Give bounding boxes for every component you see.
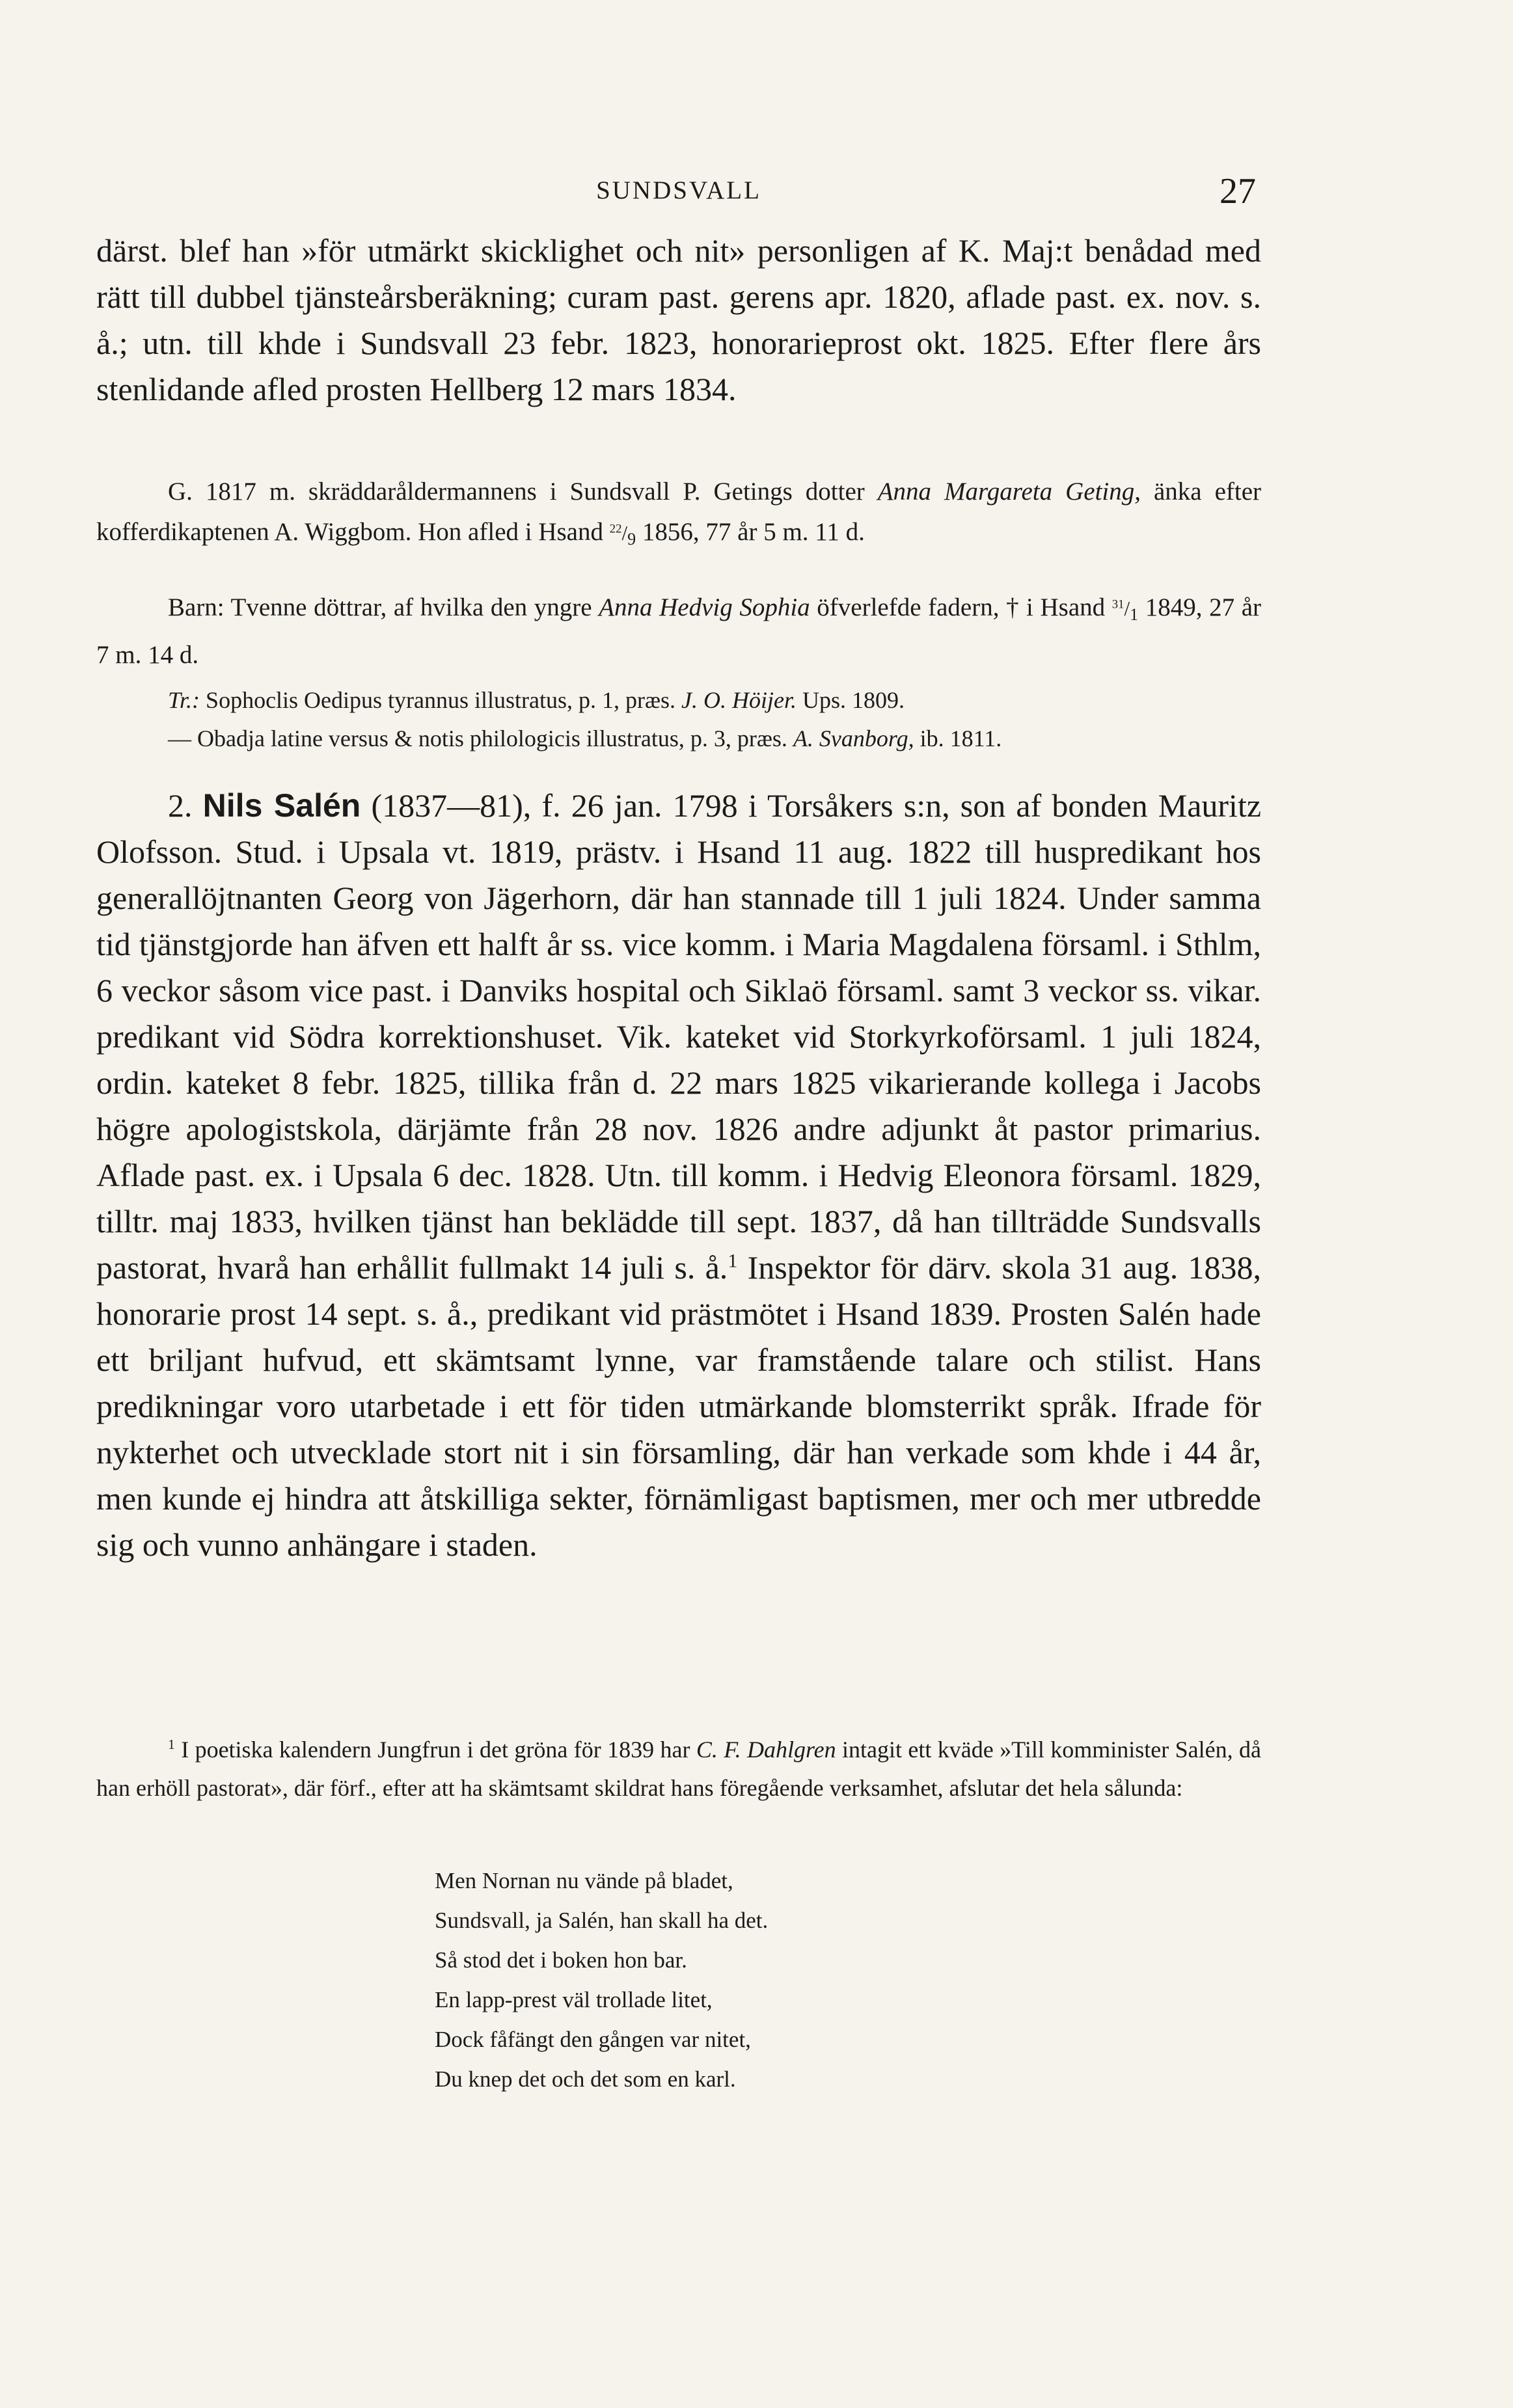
wife-name: Anna Margareta Geting, <box>877 478 1141 506</box>
work1-title: Sophoclis Oedipus tyrannus illustratus, p. 1, præs. <box>206 687 676 713</box>
date-denominator: 9 <box>627 530 636 549</box>
running-title: SUNDSVALL <box>596 176 761 204</box>
date-numerator: 31 <box>1111 597 1125 612</box>
work1-place: Ups. 1809. <box>802 687 905 713</box>
work2-place: ib. 1811. <box>920 725 1002 751</box>
poem-line: Men Nornan nu vände på bladet, <box>435 1868 733 1893</box>
entry2-body: (1837—81), f. 26 jan. 1798 i Torsåkers s:n, son af bonden Mauritz Olofsson. Stud. i Upsala vt. 1819, prästv. i Hsand 11 aug. 1822 till huspredikant hos generallöjtnanten Georg von Jägerhorn, där han stannade till 1 juli 1824. Under samma tid tjänstgjorde han äfven ett halft år ss. vice komm. i Maria Magdalena församl. i Sthlm, 6 veckor såsom vice past. i Danviks hospital och Siklaö församl. samt 3 veckor ss. vikar. predikant vid Södra korrektionshuset. Vik. kateket vid Storkyrkoförsaml. 1 juli 1824, ordin. kateket 8 febr. 1825, tillika från d. 22 mars 1825 vikarierande kollega i Jacobs högre apologistskola, därjämte från 28 nov. 1826 andre adjunkt åt pastor primarius. Aflade past. ex. i Upsala 6 dec. 1828. Utn. till komm. i Hedvig Eleonora församl. 1829, tilltr. maj 1833, hvilken tjänst han beklädde till sept. 1837, då han tillträdde Sundsvalls pastorat, hvarå han erhållit fullmakt 14 juli s. å. <box>96 787 1262 1286</box>
footnote-rest: intagit ett kväde »Till komminister Salén, då han erhöll pastorat», där förf., efter att ha skämtsamt skildrat hans föregående verksamhet, afslutar det hela sålunda: <box>96 1737 1261 1801</box>
poem-line: Så stod det i boken hon bar. <box>435 1947 687 1973</box>
footnote-lead: I poetiska kalendern Jungfrun i det gröna för 1839 har <box>181 1737 690 1763</box>
work2-author: A. Svanborg, <box>793 725 914 751</box>
works-label: Tr.: <box>168 687 200 713</box>
poem-line: Sundsvall, ja Salén, han skall ha det. <box>435 1908 769 1933</box>
work2-title: — Obadja latine versus & notis philologicis illustratus, p. 3, præs. <box>168 725 787 751</box>
entry2-name: Nils Salén <box>202 787 361 824</box>
entry2-body-continued: Inspektor för därv. skola 31 aug. 1838, honorarie prost 14 sept. s. å., predikant vid prästmötet i Hsand 1839. Prosten Salén hade ett briljant hufvud, ett skämtsamt lynne, var framstående talare och stilist. Hans predikningar voro utarbetade i ett för tiden utmärkande blomsterrikt språk. Ifrade för nykterhet och utvecklade stort nit i sin församling, där han verkade som khde i 44 år, men kunde ej hindra att åtskilliga sekter, förnämligast baptismen, mer och mer utbredde sig och vunno anhängare i staden. <box>96 1249 1262 1563</box>
entry1-children <box>96 588 1261 675</box>
children-lead: Barn: Tvenne döttrar, af hvilka den yngre <box>168 593 592 621</box>
entry2-number: 2. <box>168 787 193 824</box>
marriage-date-rest: 1856, 77 år 5 m. 11 d. <box>642 518 865 546</box>
work1-author: J. O. Höijer. <box>681 687 797 713</box>
date-numerator: 22 <box>609 522 622 536</box>
poem-line: Dock fåfängt den gången var nitet, <box>435 2027 751 2052</box>
page-number: 27 <box>1220 171 1256 211</box>
marriage-rest: änka efter kofferdikaptenen A. Wiggbom. Hon afled i Hsand <box>96 478 1262 546</box>
entry1-marriage <box>96 472 1261 560</box>
children-date-fraction: $^{31}/_1$ <box>1111 597 1139 625</box>
poem-line: En lapp-prest väl trollade litet, <box>435 1987 713 2012</box>
entry1-paragraph: därst. blef han »för utmärkt skicklighet och nit» personligen af K. Maj:t benådad med rätt till dubbel tjänsteårsberäkning; curam past. gerens apr. 1820, aflade past. ex. nov. s. å.; utn. till khde i Sundsvall 23 febr. 1823, honorarieprost okt. 1825. Efter flere års stenlidande afled prosten Hellberg 12 mars 1834. <box>96 232 1261 407</box>
marriage-lead: G. 1817 m. skräddaråldermannens i Sundsvall P. Getings dotter <box>168 478 865 506</box>
work-line-2 <box>96 720 1261 758</box>
running-head <box>96 170 1261 216</box>
footnote <box>96 1731 1261 1807</box>
footnote-marker: 1 <box>168 1737 175 1752</box>
work-line-1 <box>96 681 1261 720</box>
children-date-rest: 1849, 27 år 7 m. 14 d. <box>96 593 1262 670</box>
marriage-date-fraction: $^{22}/_9$ <box>609 522 636 549</box>
daughter-name: Anna Hedvig Sophia <box>599 593 810 621</box>
footnote-author: C. F. Dahlgren <box>696 1737 836 1763</box>
footnote-reference[interactable]: 1 <box>728 1250 738 1272</box>
poem-line: Du knep det och det som en karl. <box>435 2066 736 2092</box>
entry1-works <box>96 681 1261 758</box>
entry2-paragraph <box>96 783 1261 1568</box>
date-denominator: 1 <box>1130 605 1139 625</box>
quoted-poem <box>435 1861 768 2099</box>
children-rest: öfverlefde fadern, † i Hsand <box>817 593 1106 621</box>
